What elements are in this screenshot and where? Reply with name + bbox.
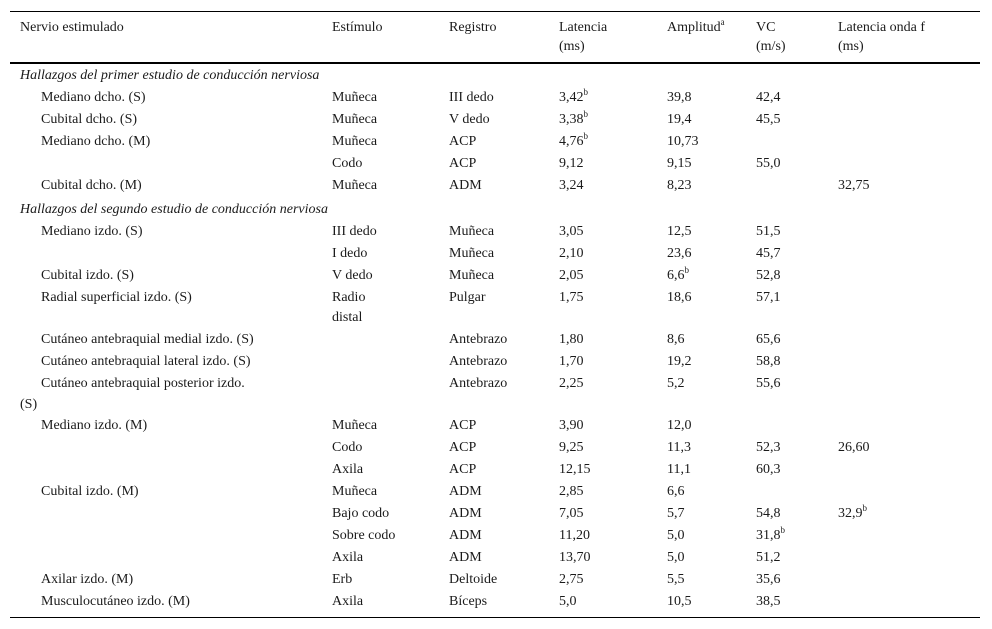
- cell-amplitude: [667, 244, 692, 264]
- cell-record: [449, 222, 494, 242]
- cell-stimulus: [332, 548, 363, 568]
- cell-record-value: ACP: [449, 440, 477, 455]
- cell-cv-value: 51,2: [756, 550, 781, 565]
- cell-record: [449, 330, 507, 350]
- cell-cv-value: 60,3: [756, 462, 781, 477]
- cell-stimulus: [332, 570, 352, 590]
- cell-nerve: [41, 592, 190, 612]
- cell-latency-value: 13,70: [559, 550, 591, 565]
- header-amplitude-label: Amplitud: [667, 20, 721, 35]
- cell-latency: [559, 374, 584, 394]
- cell-stimulus-value: Axila: [332, 594, 364, 609]
- cell-record: [449, 266, 494, 286]
- cell-cv: [756, 154, 781, 174]
- cell-cv: [756, 330, 781, 350]
- table-row: [0, 526, 992, 548]
- cell-latency-value: 3,38: [559, 112, 584, 127]
- cell-latency: [559, 416, 584, 436]
- cell-nerve-value: Musculocutáneo izdo. (M): [41, 594, 190, 609]
- cell-record-value: ADM: [449, 506, 482, 521]
- cell-stimulus: [332, 88, 377, 108]
- cell-amplitude-value: 10,73: [667, 134, 699, 149]
- cell-record: [449, 244, 494, 264]
- cell-amplitude-value: 5,2: [667, 376, 685, 391]
- cell-record-value: ADM: [449, 484, 482, 499]
- cell-cv: [756, 222, 781, 242]
- cell-amplitude: [667, 460, 691, 480]
- header-amplitude: [667, 18, 725, 37]
- cell-record-value: ADM: [449, 550, 482, 565]
- footnote-marker: b: [583, 109, 588, 119]
- table-row: [0, 548, 992, 570]
- cell-amplitude-value: 6,6: [667, 484, 685, 499]
- cell-nerve-value: Radial superficial izdo. (S): [41, 290, 192, 305]
- cell-cv-value: 42,4: [756, 90, 781, 105]
- cell-nerve: [41, 88, 146, 108]
- cell-stimulus: [332, 482, 377, 502]
- cell-stimulus-line2: distal: [332, 310, 363, 325]
- cell-stimulus-value: Radio: [332, 290, 366, 305]
- cell-stimulus-value: Codo: [332, 156, 363, 171]
- cell-amplitude-value: 12,5: [667, 224, 692, 239]
- cell-cv-value: 35,6: [756, 572, 781, 587]
- header-cv-unit: (m/s): [756, 39, 786, 54]
- cell-amplitude-value: 23,6: [667, 246, 692, 261]
- header-nerve: Nervio estimulado: [20, 20, 124, 35]
- cell-record: [449, 110, 490, 130]
- cell-stimulus-value: Muñeca: [332, 178, 378, 193]
- cell-latency: [559, 110, 588, 130]
- cell-latency: [559, 176, 584, 196]
- cell-amplitude: [667, 88, 692, 108]
- cell-latency-value: 2,25: [559, 376, 584, 391]
- cell-amplitude: [667, 288, 692, 308]
- cell-amplitude: [667, 222, 692, 242]
- cell-record: [449, 592, 487, 612]
- cell-latency: [559, 288, 584, 308]
- cell-latency: [559, 132, 588, 152]
- cell-amplitude: [667, 132, 699, 152]
- cell-stimulus: [332, 288, 365, 328]
- cell-stimulus-value: Bajo codo: [332, 506, 390, 521]
- cell-nerve-line2: (S): [20, 397, 38, 412]
- cell-nerve-value: Cubital izdo. (M): [41, 484, 139, 499]
- cell-latency: [559, 330, 584, 350]
- cell-stimulus-value: V dedo: [332, 268, 373, 283]
- cell-stimulus: [332, 176, 377, 196]
- cell-record: [449, 482, 482, 502]
- cell-record-value: ADM: [449, 528, 482, 543]
- cell-nerve-value: Cutáneo antebraquial posterior izdo.: [41, 376, 245, 391]
- cell-latency-value: 11,20: [559, 528, 590, 543]
- cell-stimulus: [332, 592, 363, 612]
- cell-latency-value: 3,42: [559, 90, 584, 105]
- cell-amplitude: [667, 548, 685, 568]
- cell-latency-value: 9,12: [559, 156, 584, 171]
- cell-stimulus-value: Muñeca: [332, 418, 378, 433]
- cell-stimulus: [332, 222, 377, 242]
- cell-cv-value: 57,1: [756, 290, 781, 305]
- cell-amplitude-value: 19,4: [667, 112, 692, 127]
- table-row: [0, 88, 992, 110]
- table-bottom-rule: [10, 617, 980, 618]
- cell-cv-value: 45,5: [756, 112, 781, 127]
- cell-latency-value: 1,70: [559, 354, 584, 369]
- cell-latency-value: 2,85: [559, 484, 584, 499]
- cell-stimulus-value: Muñeca: [332, 134, 378, 149]
- header-fwave-unit: (ms): [838, 39, 864, 54]
- cell-record-value: Pulgar: [449, 290, 486, 305]
- cell-amplitude: [667, 504, 685, 524]
- table-row: [0, 154, 992, 176]
- cell-nerve: [41, 352, 251, 372]
- cell-cv-value: 51,5: [756, 224, 781, 239]
- cell-latency: [559, 504, 584, 524]
- table-row: [0, 176, 992, 198]
- cell-record-value: III dedo: [449, 90, 494, 105]
- cell-latency-value: 4,76: [559, 134, 584, 149]
- cell-amplitude-value: 8,6: [667, 332, 685, 347]
- cell-latency-value: 1,75: [559, 290, 584, 305]
- cell-cv: [756, 88, 781, 108]
- cell-record: [449, 570, 497, 590]
- cell-latency: [559, 548, 591, 568]
- section-heading: Hallazgos del primer estudio de conducción nerviosa: [20, 68, 320, 83]
- cell-fwave-value: 26,60: [838, 440, 870, 455]
- cell-amplitude-value: 5,5: [667, 572, 685, 587]
- cell-latency: [559, 222, 584, 242]
- cell-record-value: Muñeca: [449, 224, 495, 239]
- cell-cv: [756, 266, 781, 286]
- cell-cv: [756, 352, 781, 372]
- cell-cv-value: 31,8: [756, 528, 781, 543]
- cell-record-value: Antebrazo: [449, 332, 508, 347]
- header-cv: [756, 18, 786, 56]
- cell-amplitude-value: 5,0: [667, 550, 685, 565]
- cell-amplitude-value: 39,8: [667, 90, 692, 105]
- cell-latency: [559, 154, 584, 174]
- cell-nerve-value: Axilar izdo. (M): [41, 572, 134, 587]
- cell-cv: [756, 526, 785, 546]
- cell-record-value: ACP: [449, 156, 477, 171]
- table-row: [0, 110, 992, 132]
- header-fwave: [838, 18, 925, 56]
- cell-stimulus-value: Muñeca: [332, 112, 378, 127]
- cell-stimulus: [332, 154, 362, 174]
- table-row: [0, 266, 992, 288]
- cell-amplitude: [667, 482, 685, 502]
- cell-record-value: Bíceps: [449, 594, 488, 609]
- cell-record: [449, 460, 476, 480]
- header-latency: [559, 18, 607, 56]
- cell-record-value: Muñeca: [449, 246, 495, 261]
- cell-record-value: Antebrazo: [449, 376, 508, 391]
- table-row: [0, 570, 992, 592]
- cell-latency: [559, 570, 584, 590]
- cell-amplitude-value: 19,2: [667, 354, 692, 369]
- cell-stimulus: [332, 132, 377, 152]
- cell-stimulus: [332, 110, 377, 130]
- cell-nerve: [41, 266, 134, 286]
- cell-cv: [756, 374, 781, 394]
- table-row: [0, 438, 992, 460]
- cell-fwave: [838, 176, 870, 196]
- cell-nerve: [41, 222, 142, 242]
- table-row: [0, 504, 992, 526]
- cell-cv-value: 55,6: [756, 376, 781, 391]
- cell-latency: [559, 482, 584, 502]
- cell-stimulus: [332, 438, 362, 458]
- cell-stimulus-value: Muñeca: [332, 484, 378, 499]
- cell-cv-value: 52,3: [756, 440, 781, 455]
- cell-record-value: Muñeca: [449, 268, 495, 283]
- cell-nerve-value: Cubital dcho. (M): [41, 178, 142, 193]
- cell-record-value: Antebrazo: [449, 354, 508, 369]
- cell-amplitude: [667, 266, 689, 286]
- cell-latency-value: 3,90: [559, 418, 584, 433]
- cell-nerve: [41, 330, 254, 350]
- cell-amplitude-value: 12,0: [667, 418, 692, 433]
- cell-fwave: [838, 438, 870, 458]
- footnote-marker: b: [862, 503, 867, 513]
- header-fwave-label: Latencia onda f: [838, 20, 926, 35]
- cell-nerve-value: Mediano dcho. (M): [41, 134, 151, 149]
- table-row: [0, 416, 992, 438]
- cell-cv-value: 45,7: [756, 246, 781, 261]
- header-stimulus: Estímulo: [332, 20, 383, 35]
- table-row: [0, 330, 992, 352]
- cell-latency: [559, 526, 590, 546]
- cell-nerve: [41, 132, 150, 152]
- cell-cv: [756, 460, 781, 480]
- header-rule: [10, 62, 980, 64]
- cell-record-value: ACP: [449, 134, 477, 149]
- cell-amplitude-value: 18,6: [667, 290, 692, 305]
- cell-record: [449, 438, 476, 458]
- cell-amplitude: [667, 154, 692, 174]
- cell-nerve-value: Mediano izdo. (S): [41, 224, 143, 239]
- header-latency-label: Latencia: [559, 20, 608, 35]
- cell-amplitude: [667, 526, 685, 546]
- cell-fwave: [838, 504, 867, 524]
- cell-record: [449, 154, 476, 174]
- cell-stimulus: [332, 460, 363, 480]
- header-latency-unit: (ms): [559, 39, 585, 54]
- cell-nerve-value: Mediano izdo. (M): [41, 418, 148, 433]
- header-amplitude-footnote: a: [720, 17, 725, 27]
- cell-amplitude: [667, 352, 692, 372]
- cell-amplitude-value: 5,7: [667, 506, 685, 521]
- table-row: [0, 460, 992, 482]
- cell-latency-value: 7,05: [559, 506, 584, 521]
- cell-stimulus: [332, 504, 389, 524]
- table-row: [0, 374, 992, 416]
- cell-record-value: V dedo: [449, 112, 490, 127]
- cell-amplitude-value: 11,1: [667, 462, 691, 477]
- section-heading-row: [0, 200, 992, 222]
- cell-latency: [559, 88, 588, 108]
- cell-record: [449, 526, 482, 546]
- table-row: [0, 222, 992, 244]
- cell-record-value: Deltoide: [449, 572, 498, 587]
- cell-amplitude: [667, 592, 692, 612]
- cell-stimulus-value: I dedo: [332, 246, 368, 261]
- table-row: [0, 352, 992, 374]
- cell-latency-value: 3,05: [559, 224, 584, 239]
- cell-latency: [559, 460, 591, 480]
- footnote-marker: b: [583, 87, 588, 97]
- cell-cv: [756, 110, 781, 130]
- cell-latency-value: 2,05: [559, 268, 584, 283]
- cell-amplitude: [667, 110, 692, 130]
- cell-record: [449, 548, 482, 568]
- table-top-rule: [10, 11, 980, 12]
- cell-record-value: ACP: [449, 462, 477, 477]
- table-row: [0, 482, 992, 504]
- cell-nerve: [41, 110, 137, 130]
- cell-latency-value: 1,80: [559, 332, 584, 347]
- cell-fwave-value: 32,9: [838, 506, 863, 521]
- cell-stimulus: [332, 416, 377, 436]
- cell-latency-value: 9,25: [559, 440, 584, 455]
- cell-amplitude-value: 6,6: [667, 268, 685, 283]
- cell-latency-value: 2,10: [559, 246, 584, 261]
- footnote-marker: b: [684, 265, 689, 275]
- cell-cv-value: 38,5: [756, 594, 781, 609]
- cell-cv: [756, 438, 781, 458]
- cell-nerve: [41, 570, 133, 590]
- cell-cv: [756, 504, 781, 524]
- cell-cv-value: 65,6: [756, 332, 781, 347]
- cell-latency-value: 12,15: [559, 462, 591, 477]
- cell-latency: [559, 266, 584, 286]
- cell-record: [449, 416, 476, 436]
- cell-latency: [559, 438, 584, 458]
- cell-amplitude: [667, 570, 685, 590]
- cell-record: [449, 504, 482, 524]
- cell-nerve: [41, 374, 245, 394]
- cell-latency-value: 3,24: [559, 178, 584, 193]
- cell-record: [449, 88, 494, 108]
- cell-stimulus-value: III dedo: [332, 224, 377, 239]
- cell-fwave-value: 32,75: [838, 178, 870, 193]
- cell-nerve-value: Cutáneo antebraquial lateral izdo. (S): [41, 354, 251, 369]
- cell-record: [449, 176, 482, 196]
- cell-cv: [756, 548, 781, 568]
- footnote-marker: b: [583, 131, 588, 141]
- cell-record: [449, 132, 476, 152]
- cell-stimulus-value: Sobre codo: [332, 528, 396, 543]
- table-row: [0, 132, 992, 154]
- cell-latency: [559, 352, 584, 372]
- cell-nerve-value: Mediano dcho. (S): [41, 90, 146, 105]
- cell-latency: [559, 244, 584, 264]
- cell-cv-value: 54,8: [756, 506, 781, 521]
- cell-stimulus-value: Muñeca: [332, 90, 378, 105]
- cell-amplitude-value: 9,15: [667, 156, 692, 171]
- table-row: [0, 244, 992, 266]
- cell-record-value: ACP: [449, 418, 477, 433]
- header-record: Registro: [449, 20, 497, 35]
- cell-stimulus: [332, 526, 395, 546]
- cell-stimulus: [332, 244, 367, 264]
- cell-stimulus-value: Axila: [332, 550, 364, 565]
- cell-cv-value: 52,8: [756, 268, 781, 283]
- cell-stimulus-value: Axila: [332, 462, 364, 477]
- cell-cv: [756, 570, 781, 590]
- cell-nerve: [41, 482, 139, 502]
- cell-amplitude-value: 11,3: [667, 440, 691, 455]
- footnote-marker: b: [780, 525, 785, 535]
- cell-amplitude-value: 10,5: [667, 594, 692, 609]
- cell-amplitude: [667, 330, 685, 350]
- table-row: [0, 288, 992, 330]
- cell-record: [449, 352, 507, 372]
- cell-latency-value: 2,75: [559, 572, 584, 587]
- table-row: [0, 592, 992, 614]
- cell-cv-value: 58,8: [756, 354, 781, 369]
- cell-latency: [559, 592, 577, 612]
- cell-latency-value: 5,0: [559, 594, 577, 609]
- section-heading-row: [0, 66, 992, 88]
- cell-amplitude: [667, 416, 692, 436]
- cell-amplitude-value: 5,0: [667, 528, 685, 543]
- cell-nerve-value: Cutáneo antebraquial medial izdo. (S): [41, 332, 254, 347]
- header-cv-label: VC: [756, 20, 776, 35]
- cell-cv: [756, 288, 781, 308]
- cell-cv: [756, 244, 781, 264]
- cell-cv-value: 55,0: [756, 156, 781, 171]
- cell-amplitude: [667, 176, 692, 196]
- cell-stimulus-value: Erb: [332, 572, 353, 587]
- cell-nerve: [41, 288, 192, 308]
- cell-nerve: [41, 176, 142, 196]
- cell-stimulus: [332, 266, 373, 286]
- cell-record-value: ADM: [449, 178, 482, 193]
- cell-nerve: [41, 416, 147, 436]
- cell-cv: [756, 592, 781, 612]
- cell-stimulus-value: Codo: [332, 440, 363, 455]
- cell-nerve-value: Cubital izdo. (S): [41, 268, 134, 283]
- cell-record: [449, 288, 486, 308]
- section-heading: Hallazgos del segundo estudio de conducción nerviosa: [20, 202, 328, 217]
- cell-amplitude: [667, 374, 685, 394]
- cell-record: [449, 374, 507, 394]
- cell-nerve-value: Cubital dcho. (S): [41, 112, 138, 127]
- cell-amplitude: [667, 438, 691, 458]
- cell-amplitude-value: 8,23: [667, 178, 692, 193]
